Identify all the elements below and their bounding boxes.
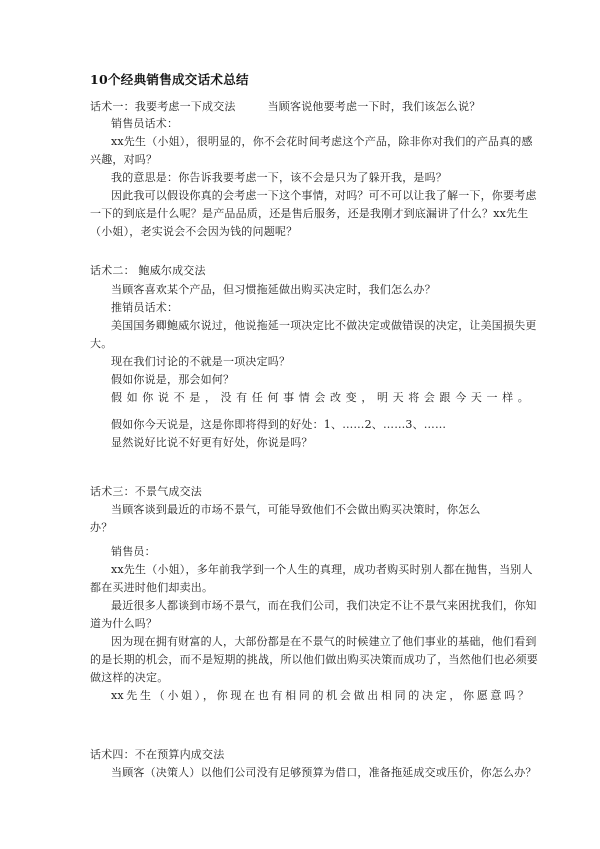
section-3-line: 都在买进时他们却卖出。 [90,581,214,594]
section-2-line: 假如你说不是，没有任何事情会改变，明天将会跟今天一样。 [111,391,529,404]
section-4-line: 当顾客（决策人）以他们公司没有足够预算为借口，准备拖延成交或压价，你怎么办？ [111,766,537,779]
section-3-line: 办？ [90,521,113,534]
section-2-line: 显然说好比说不好更有好处，你说是吗？ [111,436,313,449]
section-3-line: xx先生（小姐），多年前我学到一个人生的真理，成功者购买时别人都在抛售，当别人 [111,563,533,576]
section-1-question: 当顾客说他要考虑一下时，我们该怎么说？ [267,100,481,113]
section-2-line: 现在我们讨论的不就是一项决定吗？ [111,355,291,368]
section-2-heading: 话术二： 鲍威尔成交法 [90,264,206,277]
section-3-line: 当顾客谈到最近的市场不景气，可能导致他们不会做出购买决策时，你怎么 [111,503,481,516]
section-3-line: 道为什么吗？ [90,617,158,630]
section-3-line: 销售员： [111,545,156,558]
section-3-line: 最近很多人都谈到市场不景气，而在我们公司，我们决定不让不景气来困扰我们，你知 [111,599,537,612]
section-1-line: 销售员话术： [111,117,179,130]
section-1-heading: 话术一：我要考虑一下成交法 [90,100,236,113]
section-2-line: 假如你今天说是，这是你即将得到的好处：1、……2、……3、…… [111,418,447,431]
section-2-line: 当顾客喜欢某个产品，但习惯拖延做出购买决定时，我们怎么办？ [111,283,436,296]
section-1-heading-line [90,100,480,114]
section-1-line: xx先生（小姐），很明显的，你不会花时间考虑这个产品，除非你对我们的产品真的感 [111,135,533,148]
section-1-line: 因此我可以假设你真的会考虑一下这个事情，对吗？可不可以让我了解一下，你要考虑 [111,189,537,202]
document-title: 10个经典销售成交话术总结 [90,72,249,87]
section-3-heading: 话术三：不景气成交法 [90,485,202,498]
section-1-line: 兴趣，对吗？ [90,153,158,166]
section-1-line: 一下的到底是什么呢？是产品品质，还是售后服务，还是我刚才到底漏讲了什么？xx先生 [90,207,529,220]
section-3-line: 做这样的决定。 [90,671,169,684]
section-2-line: 大。 [90,337,113,350]
section-1-line: （小姐），老实说会不会因为钱的问题呢？ [90,225,298,238]
section-2-line: 假如你说是，那会如何？ [111,373,235,386]
section-3-line: xx先生（小姐），你现在也有相同的机会做出相同的决定，你愿意吗？ [111,689,529,702]
section-4-heading: 话术四：不在预算内成交法 [90,748,225,761]
section-2-line: 推销员话术： [111,301,179,314]
section-1-line: 我的意思是：你告诉我要考虑一下，该不会是只为了躲开我，是吗？ [111,171,447,184]
section-3-line: 的是长期的机会，而不是短期的挑战，所以他们做出购买决策而成功了，当然他们也必须要 [90,653,538,666]
section-3-line: 因为现在拥有财富的人，大部份都是在不景气的时候建立了他们事业的基础，他们看到 [111,635,537,648]
section-2-line: 美国国务卿鲍威尔说过，他说拖延一项决定比不做决定或做错误的决定，让美国损失更 [111,319,537,332]
